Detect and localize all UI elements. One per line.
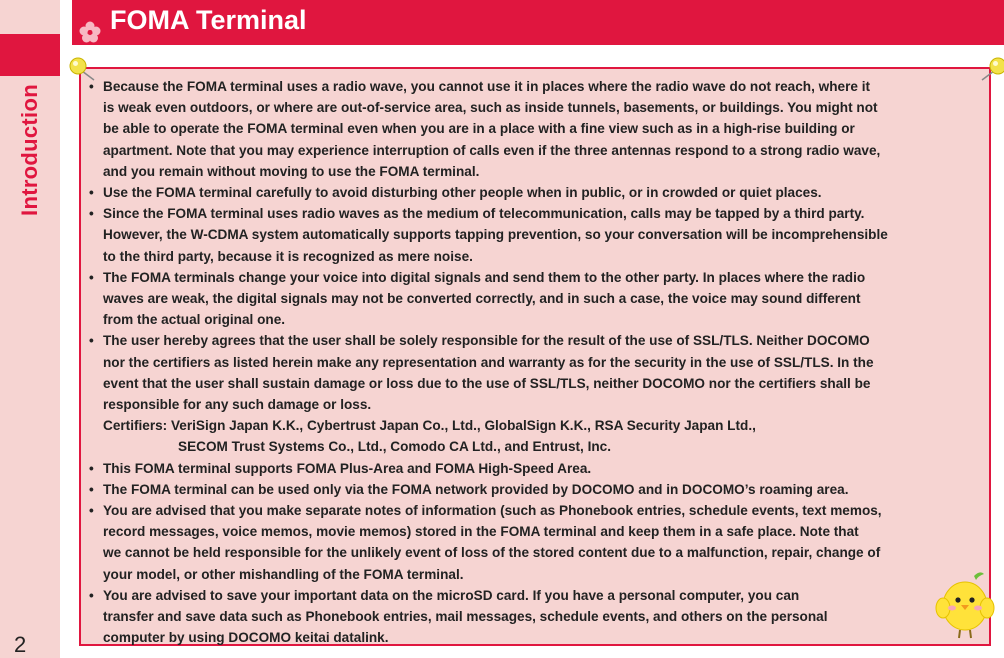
page-header xyxy=(72,0,1004,45)
bullet-line: • This FOMA terminal supports FOMA Plus-Area and FOMA High-Speed Area. xyxy=(103,460,592,476)
bullet-line: from the actual original one. xyxy=(103,312,286,328)
bullet-line: and you remain without moving to use the FOMA terminal. xyxy=(103,163,480,179)
bullet-line: computer by using DOCOMO keitai datalink. xyxy=(103,630,389,646)
bullet-line: to the third party, because it is recognized as mere noise. xyxy=(103,248,473,264)
bullet-item xyxy=(85,500,993,585)
bullet-item xyxy=(85,479,993,500)
bullet-item xyxy=(85,267,993,331)
section-sidebar xyxy=(0,0,60,658)
bullet-line: waves are weak, the digital signals may not be converted correctly, and in such a case, the voice may sound different xyxy=(103,291,861,307)
page-title: FOMA Terminal xyxy=(110,5,307,35)
certifiers-line: Certifiers: VeriSign Japan K.K., Cybertrust Japan Co., Ltd., GlobalSign K.K., RSA Security Japan Ltd., xyxy=(103,418,756,434)
bullet-line: is weak even outdoors, or where are out-of-service area, such as inside tunnels, basements, or buildings. You might not xyxy=(103,100,878,116)
certifiers-line-continued: SECOM Trust Systems Co., Ltd., Comodo CA Ltd., and Entrust, Inc. xyxy=(178,439,612,455)
bullet-line: • Since the FOMA terminal uses radio waves as the medium of telecommunication, calls may be tapped by a third party. xyxy=(103,206,865,222)
bullet-line: your model, or other mishandling of the FOMA terminal. xyxy=(103,566,464,582)
section-label: Introduction xyxy=(17,84,42,216)
bullet-line: • The FOMA terminal can be used only via the FOMA network provided by DOCOMO and in DOCOMO’s roaming area. xyxy=(103,481,849,497)
section-tab-marker xyxy=(0,34,60,76)
bullet-line: • The FOMA terminals change your voice into digital signals and send them to the other party. In places where the radio xyxy=(103,269,866,285)
bullet-item xyxy=(85,330,993,457)
bullet-item xyxy=(85,585,993,649)
bullet-line: record messages, voice memos, movie memos) stored in the FOMA terminal and keep them in a safe place. Note that xyxy=(103,524,859,540)
bullet-line: However, the W-CDMA system automatically supports tapping prevention, so your conversation will be incomprehensible xyxy=(103,227,888,243)
bullet-line: • Use the FOMA terminal carefully to avoid disturbing other people when in public, or in crowded or quiet places. xyxy=(103,185,822,201)
bullet-line: nor the certifiers as listed herein make any representation and warranty as for the security in the use of SSL/TLS. In the xyxy=(103,354,874,370)
bullet-item xyxy=(85,203,993,267)
bullet-line: apartment. Note that you may experience interruption of calls even if the three antennas respond to a strong radio wave, xyxy=(103,142,881,158)
bullet-line: • You are advised that you make separate notes of information (such as Phonebook entries, schedule events, text memos, xyxy=(103,503,882,519)
bullet-item xyxy=(85,458,993,479)
bullet-line: be able to operate the FOMA terminal even when you are in a place with a fine view such as in a high-rise building or xyxy=(103,121,855,137)
bullet-line: • You are advised to save your important data on the microSD card. If you have a personal computer, you can xyxy=(103,587,800,603)
bullet-line: responsible for any such damage or loss. xyxy=(103,397,372,413)
bullet-item xyxy=(85,182,993,203)
bullet-item xyxy=(85,76,993,182)
bullet-list xyxy=(85,76,993,648)
chick-mascot-icon xyxy=(934,568,996,640)
bullet-line: • The user hereby agrees that the user shall be solely responsible for the result of the use of SSL/TLS. Neither DOCOMO xyxy=(103,333,870,349)
bullet-line: event that the user shall sustain damage or loss due to the use of SSL/TLS, neither DOCOMO nor the certifiers shall be xyxy=(103,375,871,391)
bullet-line: • Because the FOMA terminal uses a radio wave, you cannot use it in places where the radio wave do not reach, where it xyxy=(103,79,871,94)
bullet-line: we cannot be held responsible for the unlikely event of loss of the stored content due to a malfunction, repair, change of xyxy=(103,545,881,561)
page-number: 2 xyxy=(14,632,27,657)
flower-icon xyxy=(78,20,102,44)
bullet-line: transfer and save data such as Phonebook entries, mail messages, schedule events, and others on the personal xyxy=(103,609,828,625)
